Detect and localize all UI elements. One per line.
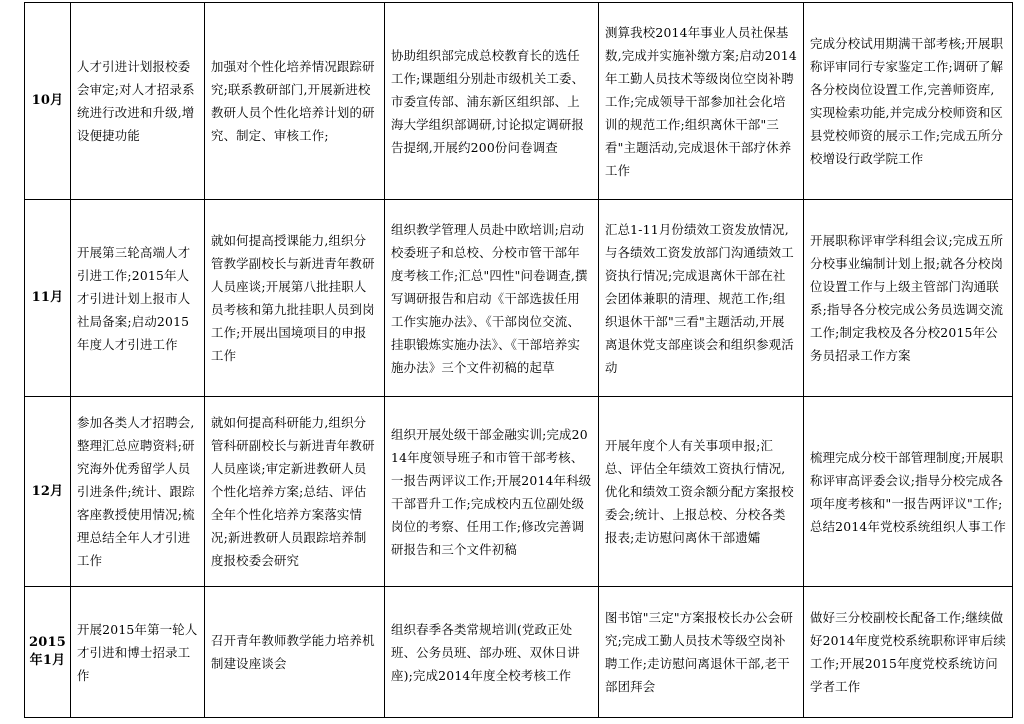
talent-introduction-cell: 开展第三轮高端人才引进工作;2015年人才引进计划上报市人社局备案;启动2015年度人才引进工作 bbox=[71, 200, 205, 397]
table-row bbox=[25, 3, 1013, 200]
branch-school-cell: 做好三分校副校长配备工作;继续做好2014年度党校系统职称评审后续工作;开展2015年度党校系统访问学者工作 bbox=[804, 587, 1013, 718]
month-cell: 10月 bbox=[25, 3, 71, 200]
training-cell: 召开青年教师教学能力培养机制建设座谈会 bbox=[205, 587, 385, 718]
month-cell: 11月 bbox=[25, 200, 71, 397]
table-row bbox=[25, 200, 1013, 397]
branch-school-cell: 梳理完成分校干部管理制度;开展职称评审高评委会议;指导分校完成各项年度考核和"一报告两评议"工作;总结2014年党校系统组织人事工作 bbox=[804, 397, 1013, 587]
talent-introduction-cell: 开展2015年第一轮人才引进和博士招录工作 bbox=[71, 587, 205, 718]
training-cell: 就如何提高授课能力,组织分管教学副校长与新进青年教研人员座谈;开展第八批挂职人员考核和第九批挂职人员到岗工作;开展出国境项目的申报工作 bbox=[205, 200, 385, 397]
month-cell: 12月 bbox=[25, 397, 71, 587]
cadre-work-cell: 组织开展处级干部金融实训;完成2014年度领导班子和市管干部考核、一报告两评议工作;开展2014年科级干部晋升工作;完成校内五位副处级岗位的考察、任用工作;修改完善调研报告和三个文件初稿 bbox=[385, 397, 599, 587]
cadre-work-cell: 组织教学管理人员赴中欧培训;启动校委班子和总校、分校市管干部年度考核工作;汇总"四性"问卷调查,撰写调研报告和启动《干部选拔任用工作实施办法》、《干部岗位交流、挂职锻炼实施办法》、《干部培养实施办法》三个文件初稿的起草 bbox=[385, 200, 599, 397]
cadre-work-cell: 组织春季各类常规培训(党政正处班、公务员班、部办班、双休日讲座);完成2014年度全校考核工作 bbox=[385, 587, 599, 718]
personnel-salary-cell: 汇总1-11月份绩效工资发放情况,与各绩效工资发放部门沟通绩效工资执行情况;完成退离休干部在社会团体兼职的清理、规范工作;组织退休干部"三看"主题活动,开展离退休党支部座谈会和组织参观活动 bbox=[599, 200, 804, 397]
table-row bbox=[25, 587, 1013, 718]
branch-school-cell: 完成分校试用期满干部考核;开展职称评审同行专家鉴定工作;调研了解各分校岗位设置工作,完善师资库,实现检索功能,并完成分校师资和区县党校师资的展示工作;完成五所分校增设行政学院工作 bbox=[804, 3, 1013, 200]
talent-introduction-cell: 人才引进计划报校委会审定;对人才招录系统进行改进和升级,增设便捷功能 bbox=[71, 3, 205, 200]
cadre-work-cell: 协助组织部完成总校教育长的选任工作;课题组分别赴市级机关工委、市委宣传部、浦东新区组织部、上海大学组织部调研,讨论拟定调研报告提纲,开展约200份问卷调查 bbox=[385, 3, 599, 200]
talent-introduction-cell: 参加各类人才招聘会,整理汇总应聘资料;研究海外优秀留学人员引进条件;统计、跟踪客座教授使用情况;梳理总结全年人才引进工作 bbox=[71, 397, 205, 587]
training-cell: 就如何提高科研能力,组织分管科研副校长与新进青年教研人员座谈;审定新进教研人员个性化培养方案;总结、评估全年个性化培养方案落实情况;新进教研人员跟踪培养制度报校委会研究 bbox=[205, 397, 385, 587]
table-row bbox=[25, 397, 1013, 587]
training-cell: 加强对个性化培养情况跟踪研究;联系教研部门,开展新进校教研人员个性化培养计划的研究、制定、审核工作; bbox=[205, 3, 385, 200]
month-cell: 2015年1月 bbox=[25, 587, 71, 718]
work-plan-table bbox=[24, 2, 1013, 718]
personnel-salary-cell: 图书馆"三定"方案报校长办公会研究;完成工勤人员技术等级空岗补聘工作;走访慰问离退休干部,老干部团拜会 bbox=[599, 587, 804, 718]
personnel-salary-cell: 开展年度个人有关事项申报;汇总、评估全年绩效工资执行情况,优化和绩效工资余额分配方案报校委会;统计、上报总校、分校各类报表;走访慰问离休干部遗孀 bbox=[599, 397, 804, 587]
branch-school-cell: 开展职称评审学科组会议;完成五所分校事业编制计划上报;就各分校岗位设置工作与上级主管部门沟通联系;指导各分校完成公务员选调交流工作;制定我校及各分校2015年公务员招录工作方案 bbox=[804, 200, 1013, 397]
personnel-salary-cell: 测算我校2014年事业人员社保基数,完成并实施补缴方案;启动2014年工勤人员技术等级岗位空岗补聘工作;完成领导干部参加社会化培训的规范工作;组织离休干部"三看"主题活动,完成退休干部疗休养工作 bbox=[599, 3, 804, 200]
